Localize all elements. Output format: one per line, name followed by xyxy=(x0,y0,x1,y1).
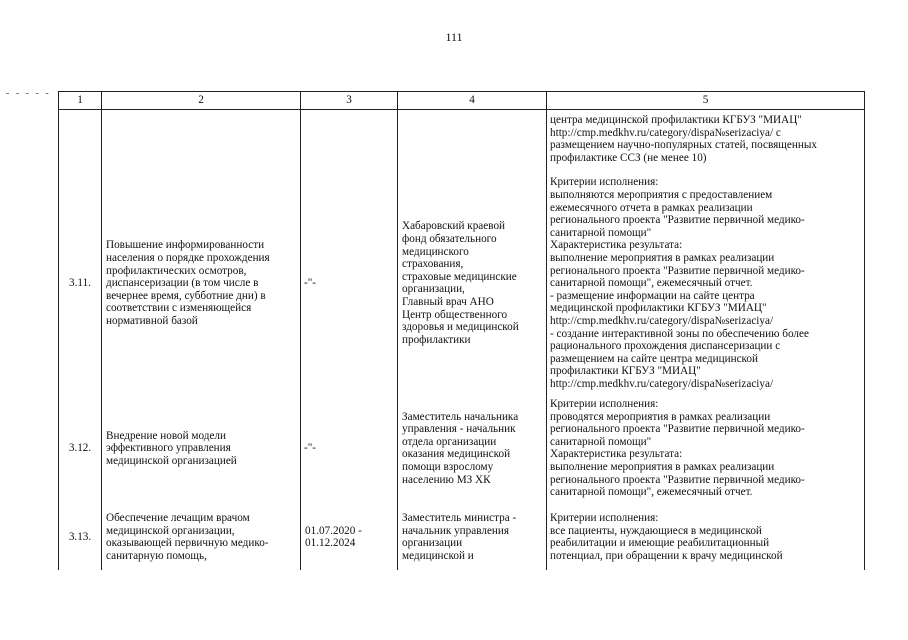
row-activity: Внедрение новой модели эффективного управления медицинской организацией xyxy=(102,392,301,504)
header-col-5: 5 xyxy=(547,92,865,110)
header-col-1: 1 xyxy=(59,92,102,110)
row-result: Критерии исполнения: проводятся мероприятия в рамках реализации регионального проекта "Развитие первичной медико- санитарной помощи" Характеристика результата: выполнение мероприятия в рамках реализации регионального проекта "Развитие первичной медико- санитарной помощи", ежемесячный отчет. xyxy=(547,392,865,504)
header-col-3: 3 xyxy=(301,92,398,110)
table-row xyxy=(59,504,865,570)
row-dates: 01.07.2020 - 01.12.2024 xyxy=(301,504,398,570)
continuation-result: центра медицинской профилактики КГБУЗ "МИАЦ" http://cmp.medkhv.ru/category/dispa№serizaciya/ с размещением научно-популярных статей, посвященных профилактике ССЗ (не менее 10) xyxy=(547,110,865,175)
row-result: Критерии исполнения: все пациенты, нуждающиеся в медицинской реабилитации и имеющие реабилитационный потенциал, при обращении к врачу медицинской xyxy=(547,504,865,570)
row-number: 3.11. xyxy=(59,174,102,392)
row-dates: -"- xyxy=(301,174,398,392)
row-dates: -"- xyxy=(301,392,398,504)
table-row xyxy=(59,392,865,504)
row-number: 3.13. xyxy=(59,504,102,570)
page-number: 111 xyxy=(445,30,463,44)
row-activity: Обеспечение лечащим врачом медицинской организации, оказывающей первичную медико- санитарную помощь, xyxy=(102,504,301,570)
row-result: Критерии исполнения: выполняются мероприятия с предоставлением ежемесячного отчета в рамках реализации регионального проекта "Развитие первичной медико- санитарной помощи" Характеристика результата: выполнение мероприятия в рамках реализации регионального проекта "Развитие первичной медико- санитарной помощи", ежемесячный отчет. - размещение информации на сайте центра медицинской профилактики КГБУЗ "МИАЦ" http://cmp.medkhv.ru/category/dispa№serizaciya/ - создание интерактивной зоны по обеспечению более рационального прохождения диспансеризации с размещением на сайте центра медицинской профилактики КГБУЗ "МИАЦ" http://cmp.medkhv.ru/category/dispa№serizaciya/ xyxy=(547,174,865,392)
header-col-2: 2 xyxy=(102,92,301,110)
plan-table xyxy=(58,91,865,570)
header-row xyxy=(59,92,865,110)
row-responsible: Заместитель начальника управления - начальник отдела организации оказания медицинской помощи взрослому населению МЗ ХК xyxy=(398,392,547,504)
row-responsible: Хабаровский краевой фонд обязательного медицинского страхования, страховые медицинские организации, Главный врач АНО Центр общественного здоровья и медицинской профилактики xyxy=(398,174,547,392)
margin-mark: - - - - - xyxy=(6,88,51,99)
row-responsible: Заместитель министра - начальник управления организации медицинской и xyxy=(398,504,547,570)
row-number: 3.12. xyxy=(59,392,102,504)
row-activity: Повышение информированности населения о порядке прохождения профилактических осмотров, диспансеризации (в том числе в вечернее время, субботние дни) в соответствии с изменяющейся нормативной базой xyxy=(102,174,301,392)
continuation-row xyxy=(59,110,865,175)
header-col-4: 4 xyxy=(398,92,547,110)
table-row xyxy=(59,174,865,392)
